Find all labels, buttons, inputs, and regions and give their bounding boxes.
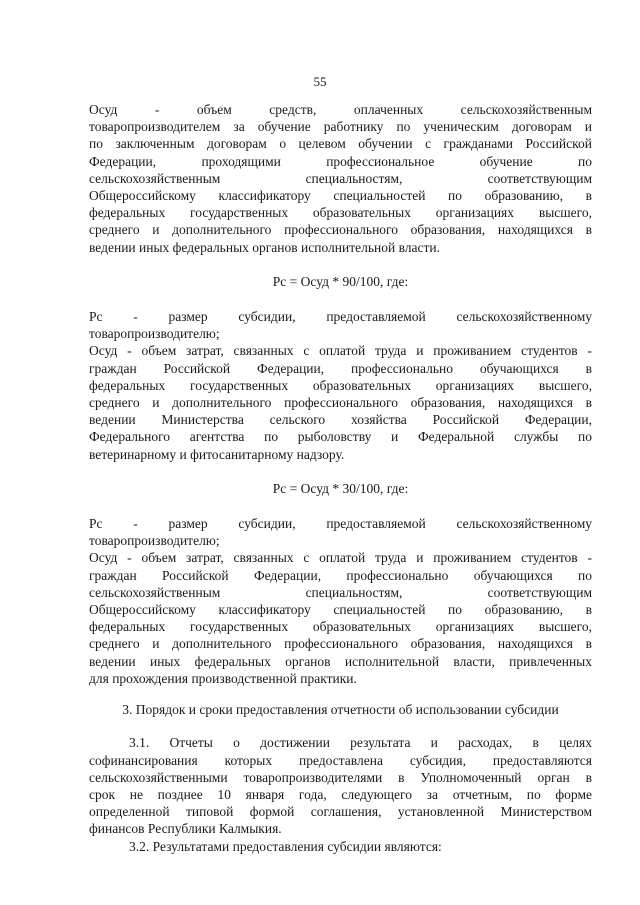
text-line: Общероссийскому классификатору специальностей по образованию, в	[89, 188, 592, 204]
document-body	[89, 101, 592, 855]
text-line: срок не позднее 10 января года, следующего за отчетным, по форме	[89, 786, 592, 802]
text-line: среднего и дополнительного профессионального образования, находящихся в	[89, 395, 592, 411]
text-line: сельскохозяйственным специальностям, соответствующим	[89, 170, 592, 186]
text-line: товаропроизводителю;	[89, 533, 220, 549]
text-line: Рс - размер субсидии, предоставляемой сельскохозяйственному	[89, 516, 592, 532]
text-line: Рс - размер субсидии, предоставляемой сельскохозяйственному	[89, 309, 592, 325]
formula-90: Рс = Осуд * 90/100, где:	[272, 273, 409, 289]
text-line: Осуд - объем затрат, связанных с оплатой труда и проживанием студентов -	[89, 550, 592, 566]
text-line: Федерального агентства по рыболовству и Федеральной службы по	[89, 429, 592, 445]
text-line: среднего и дополнительного профессионального образования, находящихся в	[89, 636, 592, 652]
paragraph-definitions-3	[89, 515, 592, 687]
text-line: Осуд - объем средств, оплаченных сельскохозяйственным	[89, 102, 592, 117]
paragraph-3-1	[89, 734, 592, 837]
text-line: ведении иных федеральных органов исполнительной власти.	[89, 239, 440, 255]
text-line: 3.2. Результатами предоставления субсидии являются:	[129, 838, 442, 854]
text-line: определенной типовой формой соглашения, установленной Министерством	[89, 804, 592, 820]
text-line: 3.1. Отчеты о достижении результата и расходах, в целях	[129, 735, 592, 751]
text-line: ведении Министерства сельского хозяйства Российской Федерации,	[89, 412, 592, 428]
text-line: ведении иных федеральных органов исполнительной власти, привлеченных	[89, 653, 592, 669]
text-line: граждан Российской Федерации, профессионально обучающихся по	[89, 567, 592, 583]
text-line: Осуд - объем затрат, связанных с оплатой труда и проживанием студентов -	[89, 343, 592, 359]
text-line: финансов Республики Калмыкия.	[89, 821, 282, 837]
text-line: ветеринарному и фитосанитарному надзору.	[89, 446, 345, 462]
paragraph-definitions-2	[89, 308, 592, 463]
paragraph-3-2	[89, 838, 592, 855]
page-number: 55	[313, 74, 327, 89]
text-line: по заключенным договорам о целевом обучении с гражданами Российской	[89, 136, 592, 152]
text-line: для прохождения производственной практики.	[89, 670, 357, 686]
text-line: софинансирования которых предоставлена субсидия, предоставляются	[89, 752, 592, 768]
text-line: Общероссийскому классификатору специальностей по образованию, в	[89, 602, 592, 618]
section-heading: 3. Порядок и сроки предоставления отчетности об использовании субсидии	[122, 702, 559, 718]
text-line: среднего и дополнительного профессионального образования, находящихся в	[89, 222, 592, 238]
text-line: федеральных государственных образовательных организациях высшего,	[89, 619, 592, 635]
formula-30: Рс = Осуд * 30/100, где:	[272, 480, 409, 496]
text-line: федеральных государственных образовательных организациях высшего,	[89, 377, 592, 393]
text-line: товаропроизводителю;	[89, 326, 220, 342]
text-line: федеральных государственных образовательных организациях высшего,	[89, 205, 592, 221]
paragraph-osud-definition-1	[89, 101, 592, 256]
text-line: граждан Российской Федерации, профессионально обучающихся в	[89, 360, 592, 376]
text-line: Федерации, проходящими профессиональное обучение по	[89, 153, 592, 169]
text-line: сельскохозяйственными товаропроизводителями в Уполномоченный орган в	[89, 769, 592, 785]
text-line: товаропроизводителем за обучение работнику по ученическим договорам и	[89, 119, 592, 135]
text-line: сельскохозяйственным специальностям, соответствующим	[89, 584, 592, 600]
